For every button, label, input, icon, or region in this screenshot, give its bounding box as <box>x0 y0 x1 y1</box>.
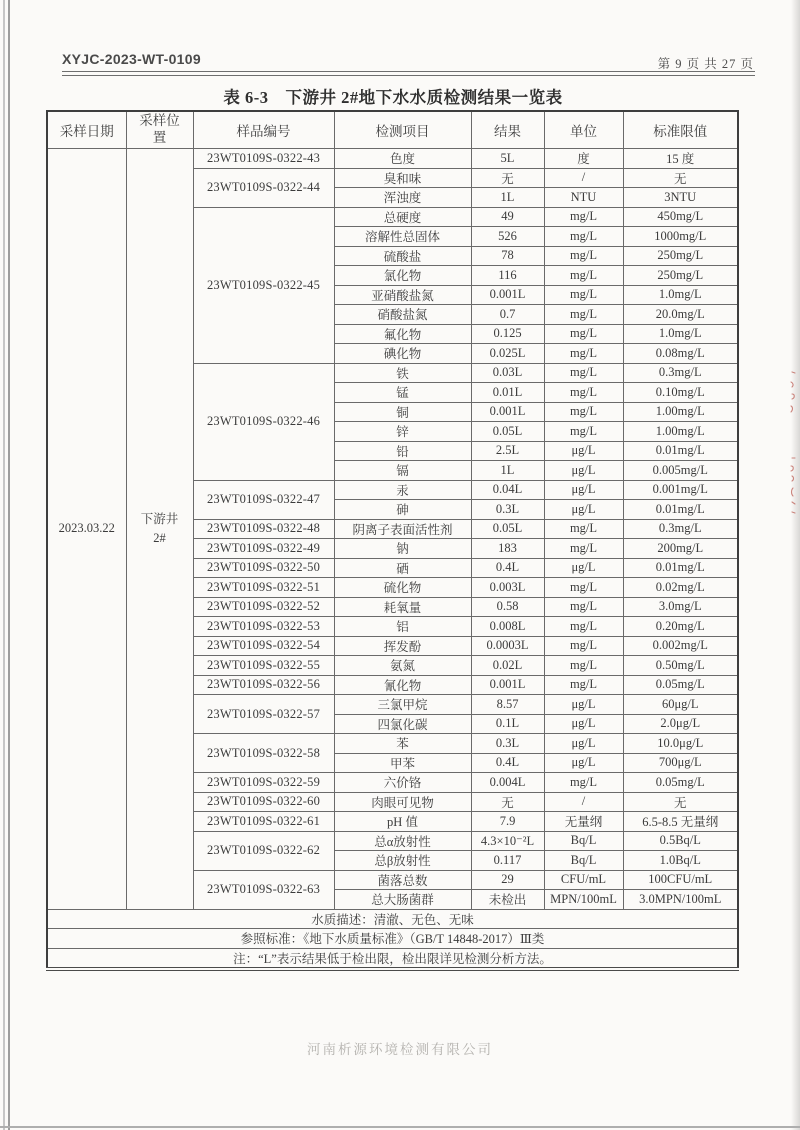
cell-limit: 无 <box>623 168 738 188</box>
cell-unit: mg/L <box>544 773 623 793</box>
cell-sample-id: 23WT0109S-0322-57 <box>193 695 334 734</box>
cell-item: 苯 <box>334 734 471 754</box>
cell-result: 0.03L <box>471 363 544 383</box>
cell-item: 甲苯 <box>334 753 471 773</box>
cell-item: 锰 <box>334 383 471 403</box>
cell-unit: CFU/mL <box>544 870 623 890</box>
cell-item: pH 值 <box>334 812 471 832</box>
scan-edge-line <box>8 0 10 1130</box>
cell-limit: 1.00mg/L <box>623 422 738 442</box>
cell-unit: mg/L <box>544 617 623 637</box>
cell-result: 526 <box>471 227 544 247</box>
table-header-row <box>47 111 738 149</box>
cell-unit: mg/L <box>544 402 623 422</box>
cell-unit: / <box>544 792 623 812</box>
cell-unit: Bq/L <box>544 831 623 851</box>
cell-result: 0.01L <box>471 383 544 403</box>
cell-sample-id: 23WT0109S-0322-60 <box>193 792 334 812</box>
cell-result: 1L <box>471 461 544 481</box>
cell-item: 阴离子表面活性剂 <box>334 519 471 539</box>
cell-limit: 3NTU <box>623 188 738 208</box>
cell-item: 氯化物 <box>334 266 471 286</box>
cell-item: 总硬度 <box>334 207 471 227</box>
scan-edge-line <box>0 1126 800 1128</box>
water-description-row <box>47 909 738 929</box>
cell-sample-id: 23WT0109S-0322-48 <box>193 519 334 539</box>
cell-result: 0.3L <box>471 734 544 754</box>
cell-item: 氰化物 <box>334 675 471 695</box>
cell-result: 0.4L <box>471 558 544 578</box>
cell-unit: MPN/100mL <box>544 890 623 910</box>
col-header-sample-id: 样品编号 <box>193 111 334 149</box>
cell-sample-id: 23WT0109S-0322-53 <box>193 617 334 637</box>
cell-sample-id: 23WT0109S-0322-44 <box>193 168 334 207</box>
cell-unit: μg/L <box>544 753 623 773</box>
cell-sample-id: 23WT0109S-0322-45 <box>193 207 334 363</box>
cell-result: 0.003L <box>471 578 544 598</box>
cell-limit: 1000mg/L <box>623 227 738 247</box>
table-row <box>47 149 738 169</box>
cell-item: 总大肠菌群 <box>334 890 471 910</box>
cell-result: 0.05L <box>471 519 544 539</box>
cell-result: 116 <box>471 266 544 286</box>
cell-unit: NTU <box>544 188 623 208</box>
cell-limit: 700μg/L <box>623 753 738 773</box>
cell-sample-id: 23WT0109S-0322-50 <box>193 558 334 578</box>
cell-limit: 0.01mg/L <box>623 500 738 520</box>
cell-result: 0.001L <box>471 402 544 422</box>
cell-item: 硫化物 <box>334 578 471 598</box>
cell-item: 浑浊度 <box>334 188 471 208</box>
cell-sample-id: 23WT0109S-0322-47 <box>193 480 334 519</box>
cell-result: 78 <box>471 246 544 266</box>
cell-unit: μg/L <box>544 695 623 715</box>
cell-result: 0.001L <box>471 285 544 305</box>
cell-unit: μg/L <box>544 714 623 734</box>
cell-result: 0.1L <box>471 714 544 734</box>
cell-item: 菌落总数 <box>334 870 471 890</box>
cell-limit: 1.0Bq/L <box>623 851 738 871</box>
cell-unit: mg/L <box>544 636 623 656</box>
cell-result: 0.025L <box>471 344 544 364</box>
cell-item: 溶解性总固体 <box>334 227 471 247</box>
cell-item: 耗氧量 <box>334 597 471 617</box>
scan-edge-line <box>3 0 5 1130</box>
cell-result: 0.7 <box>471 305 544 325</box>
cell-sample-id: 23WT0109S-0322-59 <box>193 773 334 793</box>
cell-unit: mg/L <box>544 207 623 227</box>
cell-result: 0.125 <box>471 324 544 344</box>
page-number: 第 9 页 共 27 页 <box>657 57 754 71</box>
cell-item: 四氯化碳 <box>334 714 471 734</box>
cell-result: 0.05L <box>471 422 544 442</box>
cell-item: 总β放射性 <box>334 851 471 871</box>
cell-item: 汞 <box>334 480 471 500</box>
cell-unit: mg/L <box>544 266 623 286</box>
cell-unit: mg/L <box>544 675 623 695</box>
cell-item: 挥发酚 <box>334 636 471 656</box>
cell-unit: mg/L <box>544 344 623 364</box>
cell-sample-id: 23WT0109S-0322-52 <box>193 597 334 617</box>
cell-result: 0.117 <box>471 851 544 871</box>
cell-unit: μg/L <box>544 558 623 578</box>
note-row <box>47 948 738 969</box>
cell-sample-id: 23WT0109S-0322-61 <box>193 812 334 832</box>
cell-item: 硫酸盐 <box>334 246 471 266</box>
cell-limit: 100CFU/mL <box>623 870 738 890</box>
cell-item: 铁 <box>334 363 471 383</box>
cell-unit: μg/L <box>544 461 623 481</box>
cell-unit: mg/L <box>544 324 623 344</box>
cell-unit: mg/L <box>544 519 623 539</box>
cell-item: 肉眼可见物 <box>334 792 471 812</box>
cell-sample-id: 23WT0109S-0322-58 <box>193 734 334 773</box>
cell-sample-id: 23WT0109S-0322-43 <box>193 149 334 169</box>
cell-item: 硒 <box>334 558 471 578</box>
cell-result: 0.001L <box>471 675 544 695</box>
col-header-sample-location-label: 采样位置 <box>139 113 180 145</box>
cell-limit: 0.05mg/L <box>623 773 738 793</box>
cell-limit: 0.3mg/L <box>623 519 738 539</box>
col-header-result: 结果 <box>471 111 544 149</box>
cell-limit: 0.10mg/L <box>623 383 738 403</box>
cell-limit: 20.0mg/L <box>623 305 738 325</box>
cell-sample-id: 23WT0109S-0322-46 <box>193 363 334 480</box>
cell-item: 色度 <box>334 149 471 169</box>
cell-item: 铅 <box>334 441 471 461</box>
cell-sample-id: 23WT0109S-0322-54 <box>193 636 334 656</box>
cell-unit: μg/L <box>544 500 623 520</box>
cell-limit: 0.5Bq/L <box>623 831 738 851</box>
cell-sample-location <box>126 149 193 910</box>
cell-result: 1L <box>471 188 544 208</box>
cell-result: 4.3×10⁻²L <box>471 831 544 851</box>
cell-result: 29 <box>471 870 544 890</box>
reference-standard-row <box>47 929 738 949</box>
cell-limit: 0.3mg/L <box>623 363 738 383</box>
col-header-sample-location <box>126 111 193 149</box>
cell-limit: 60μg/L <box>623 695 738 715</box>
cell-unit: mg/L <box>544 539 623 559</box>
reference-standard-row-text: 参照标准：《地下水质量标准》（GB/T 14848-2017）Ⅲ类 <box>47 929 738 949</box>
cell-item: 钠 <box>334 539 471 559</box>
cell-unit: mg/L <box>544 246 623 266</box>
note-row-text: 注：“L”表示结果低于检出限，检出限详见检测分析方法。 <box>47 948 738 969</box>
cell-limit: 0.50mg/L <box>623 656 738 676</box>
cell-limit: 250mg/L <box>623 246 738 266</box>
cell-limit: 1.00mg/L <box>623 402 738 422</box>
cell-result: 5L <box>471 149 544 169</box>
cell-limit: 0.005mg/L <box>623 461 738 481</box>
cell-limit: 450mg/L <box>623 207 738 227</box>
cell-unit: / <box>544 168 623 188</box>
cell-item: 氨氮 <box>334 656 471 676</box>
cell-result: 无 <box>471 792 544 812</box>
cell-unit: Bq/L <box>544 851 623 871</box>
cell-result: 0.3L <box>471 500 544 520</box>
cell-result: 183 <box>471 539 544 559</box>
cell-unit: μg/L <box>544 734 623 754</box>
cell-sample-id: 23WT0109S-0322-51 <box>193 578 334 598</box>
cell-result: 无 <box>471 168 544 188</box>
cell-limit: 0.002mg/L <box>623 636 738 656</box>
cell-item: 镉 <box>334 461 471 481</box>
cell-limit: 6.5-8.5 无量纲 <box>623 812 738 832</box>
cell-sample-id: 23WT0109S-0322-55 <box>193 656 334 676</box>
water-description-row-text: 水质描述：清澈、无色、无味 <box>47 909 738 929</box>
cell-item: 六价铬 <box>334 773 471 793</box>
cell-item: 铝 <box>334 617 471 637</box>
cell-unit: μg/L <box>544 480 623 500</box>
cell-sample-id: 23WT0109S-0322-49 <box>193 539 334 559</box>
cell-item: 亚硝酸盐氮 <box>334 285 471 305</box>
cell-limit: 0.20mg/L <box>623 617 738 637</box>
cell-result: 0.004L <box>471 773 544 793</box>
cell-limit: 200mg/L <box>623 539 738 559</box>
cell-result: 0.04L <box>471 480 544 500</box>
cell-limit: 无 <box>623 792 738 812</box>
cell-item: 硝酸盐氮 <box>334 305 471 325</box>
cell-item: 臭和味 <box>334 168 471 188</box>
cell-unit: 无量纲 <box>544 812 623 832</box>
cell-item: 碘化物 <box>334 344 471 364</box>
cell-unit: mg/L <box>544 285 623 305</box>
cell-unit: 度 <box>544 149 623 169</box>
cell-item: 铜 <box>334 402 471 422</box>
cell-unit: mg/L <box>544 656 623 676</box>
cell-limit: 0.001mg/L <box>623 480 738 500</box>
document-code: XYJC-2023-WT-0109 <box>62 51 201 67</box>
cell-limit: 250mg/L <box>623 266 738 286</box>
company-name: 河南析源环境检测有限公司 <box>307 1042 493 1057</box>
col-header-unit: 单位 <box>544 111 623 149</box>
col-header-sample-date: 采样日期 <box>47 111 126 149</box>
cell-item: 总α放射性 <box>334 831 471 851</box>
cell-sample-date: 2023.03.22 <box>47 149 126 910</box>
cell-item: 砷 <box>334 500 471 520</box>
cell-result: 8.57 <box>471 695 544 715</box>
water-quality-results-table <box>46 110 739 971</box>
cell-limit: 3.0MPN/100mL <box>623 890 738 910</box>
cell-result: 0.02L <box>471 656 544 676</box>
cell-result: 0.4L <box>471 753 544 773</box>
cell-unit: mg/L <box>544 383 623 403</box>
cell-result: 0.58 <box>471 597 544 617</box>
cell-unit: mg/L <box>544 305 623 325</box>
cell-sample-id: 23WT0109S-0322-62 <box>193 831 334 870</box>
cell-unit: mg/L <box>544 363 623 383</box>
cell-limit: 0.01mg/L <box>623 558 738 578</box>
cell-result: 0.008L <box>471 617 544 637</box>
cell-sample-id: 23WT0109S-0322-63 <box>193 870 334 909</box>
table-title: 表 6-3 下游井 2#地下水水质检测结果一览表 <box>223 88 563 107</box>
cell-item: 锌 <box>334 422 471 442</box>
header-double-rule <box>62 71 755 76</box>
cell-limit: 0.01mg/L <box>623 441 738 461</box>
sample-location-label: 下游井 2# <box>140 512 179 545</box>
cell-unit: mg/L <box>544 578 623 598</box>
cell-item: 氟化物 <box>334 324 471 344</box>
cell-unit: mg/L <box>544 227 623 247</box>
cell-limit: 3.0mg/L <box>623 597 738 617</box>
stamp-bleed-mark-icon <box>788 370 798 530</box>
cell-limit: 1.0mg/L <box>623 285 738 305</box>
cell-limit: 10.0μg/L <box>623 734 738 754</box>
cell-result: 未检出 <box>471 890 544 910</box>
cell-unit: mg/L <box>544 422 623 442</box>
cell-result: 49 <box>471 207 544 227</box>
col-header-limit: 标准限值 <box>623 111 738 149</box>
results-tbody <box>47 149 738 970</box>
cell-unit: mg/L <box>544 597 623 617</box>
cell-limit: 0.05mg/L <box>623 675 738 695</box>
cell-limit: 0.08mg/L <box>623 344 738 364</box>
col-header-item: 检测项目 <box>334 111 471 149</box>
scan-edge-shadow <box>791 0 800 1130</box>
cell-limit: 1.0mg/L <box>623 324 738 344</box>
cell-unit: μg/L <box>544 441 623 461</box>
cell-sample-id: 23WT0109S-0322-56 <box>193 675 334 695</box>
cell-item: 三氯甲烷 <box>334 695 471 715</box>
cell-result: 7.9 <box>471 812 544 832</box>
cell-limit: 0.02mg/L <box>623 578 738 598</box>
cell-limit: 2.0μg/L <box>623 714 738 734</box>
cell-result: 0.0003L <box>471 636 544 656</box>
cell-limit: 15 度 <box>623 149 738 169</box>
cell-result: 2.5L <box>471 441 544 461</box>
